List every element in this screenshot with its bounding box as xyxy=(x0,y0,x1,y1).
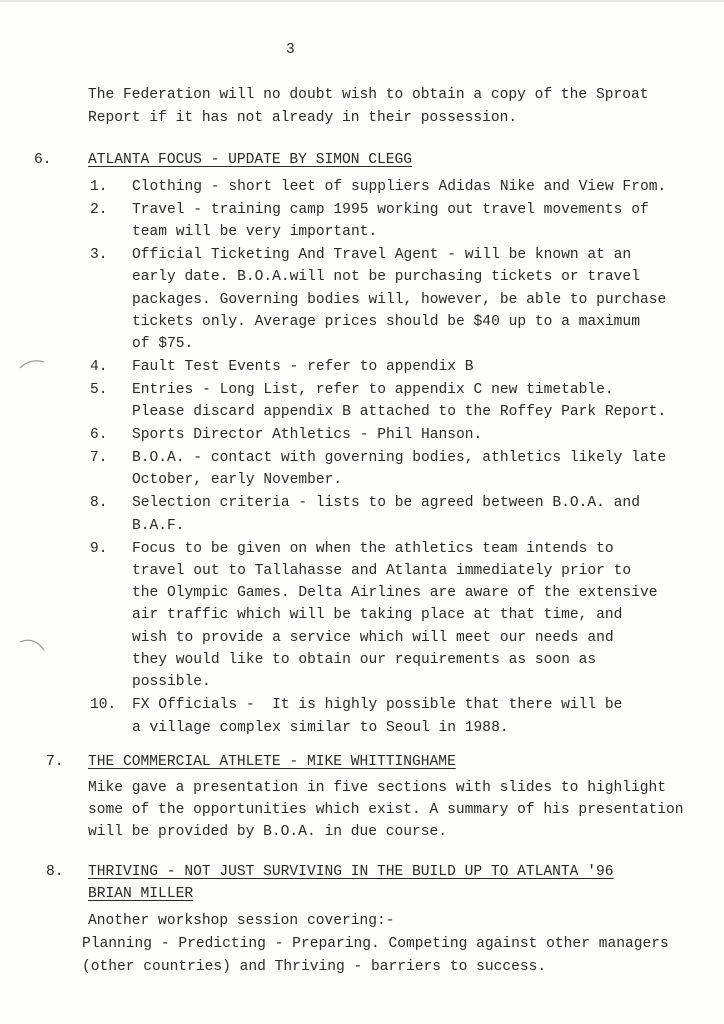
section-8-heading: THRIVING - NOT JUST SURVIVING IN THE BUILD UP TO ATLANTA '96 xyxy=(88,864,614,880)
section-7-number: 7. xyxy=(46,754,64,770)
item-text xyxy=(132,176,692,198)
item-text xyxy=(132,199,692,244)
section-8-intro: Another workshop session covering:- xyxy=(88,913,395,929)
item-text xyxy=(132,244,692,355)
item-line: Official Ticketing And Travel Agent - will be known at an xyxy=(132,247,632,264)
item-line: Fault Test Events - refer to appendix B xyxy=(132,359,474,376)
item-line: Please discard appendix B attached to the Roffey Park Report. xyxy=(132,404,667,421)
item-line: wish to provide a service which will meet our needs and xyxy=(132,629,614,646)
item-text xyxy=(132,356,692,378)
page-number: 3 xyxy=(286,42,295,58)
item-line: the Olympic Games. Delta Airlines are aware of the extensive xyxy=(132,585,658,602)
item-line: Selection criteria - lists to be agreed between B.O.A. and xyxy=(132,495,640,512)
section-8-number: 8. xyxy=(46,864,64,880)
item-line: of $75. xyxy=(132,336,194,353)
item-text xyxy=(132,379,692,424)
item-line: packages. Governing bodies will, however, be able to purchase xyxy=(132,291,667,308)
section-7-line: will be provided by B.O.A. in due course. xyxy=(88,824,448,840)
item-line: travel out to Tallahasse and Atlanta immediately prior to xyxy=(132,562,632,579)
item-line: possible. xyxy=(132,674,211,691)
item-number: 10. xyxy=(90,697,117,714)
item-line: FX Officials - It is highly possible that there will be xyxy=(132,697,623,714)
item-text xyxy=(132,447,692,492)
intro-paragraph xyxy=(88,84,688,130)
item-line: B.A.F. xyxy=(132,517,185,534)
item-number: 1. xyxy=(90,179,108,195)
item-line: they would like to obtain our requirements as soon as xyxy=(132,652,597,669)
item-line: Sports Director Athletics - Phil Hanson. xyxy=(132,427,483,444)
item-line: tickets only. Average prices should be $40 up to a maximum xyxy=(132,313,640,330)
item-text xyxy=(132,492,692,537)
margin-mark xyxy=(18,356,48,372)
section-7-heading: THE COMMERCIAL ATHLETE - MIKE WHITTINGHAME xyxy=(88,754,456,770)
section-8-line: Planning - Predicting - Preparing. Competing against other managers xyxy=(82,936,669,952)
item-text xyxy=(132,694,692,739)
item-line: a village complex similar to Seoul in 1988. xyxy=(132,719,509,736)
item-line: air traffic which will be taking place at that time, and xyxy=(132,607,623,624)
item-line: B.O.A. - contact with governing bodies, athletics likely late xyxy=(132,450,667,467)
section-7-line: Mike gave a presentation in five sections with slides to highlight xyxy=(88,780,667,796)
page-top-edge xyxy=(0,0,724,2)
section-6-heading: ATLANTA FOCUS - UPDATE BY SIMON CLEGG xyxy=(88,152,413,168)
section-6-number: 6. xyxy=(34,152,52,168)
item-text xyxy=(132,538,692,694)
intro-line: Report if it has not already in their possession. xyxy=(88,110,518,126)
section-7-line: some of the opportunities which exist. A summary of his presentation xyxy=(88,802,684,818)
item-line: Clothing - short leet of suppliers Adidas Nike and View From. xyxy=(132,179,667,195)
item-number: 2. xyxy=(90,201,108,218)
item-number: 8. xyxy=(90,495,108,512)
item-number: 3. xyxy=(90,247,108,264)
item-number: 9. xyxy=(90,540,108,557)
intro-line: The Federation will no doubt wish to obtain a copy of the Sproat xyxy=(88,87,649,103)
item-text xyxy=(132,424,692,446)
section-8-line: (other countries) and Thriving - barriers to success. xyxy=(82,959,547,975)
item-number: 6. xyxy=(90,427,108,444)
margin-mark xyxy=(18,636,48,658)
item-line: Entries - Long List, refer to appendix C new timetable. xyxy=(132,382,614,399)
item-number: 7. xyxy=(90,450,108,467)
item-line: Travel - training camp 1995 working out travel movements of xyxy=(132,201,649,218)
item-number: 4. xyxy=(90,359,108,376)
item-line: early date. B.O.A.will not be purchasing tickets or travel xyxy=(132,269,640,286)
item-line: team will be very important. xyxy=(132,224,378,241)
item-number: 5. xyxy=(90,382,108,399)
item-line: Focus to be given on when the athletics team intends to xyxy=(132,540,614,557)
item-line: October, early November. xyxy=(132,472,343,489)
section-8-heading-name: BRIAN MILLER xyxy=(88,886,194,902)
